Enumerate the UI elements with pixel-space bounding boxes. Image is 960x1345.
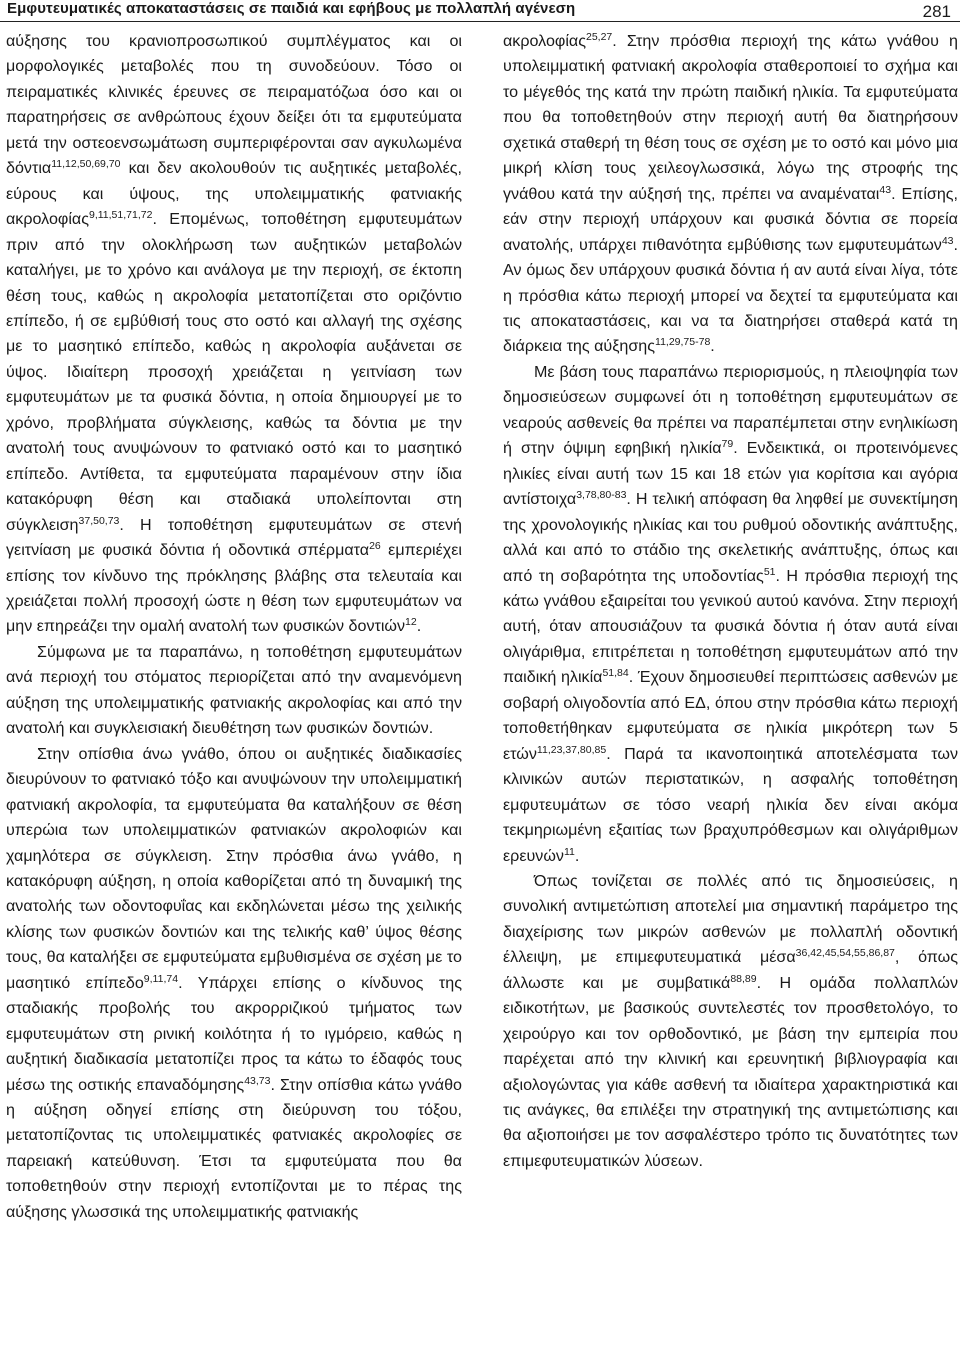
- right-column: [503, 29, 958, 1174]
- paragraph: [503, 869, 958, 1174]
- citation-superscript: 11,23,37,80,85: [536, 743, 607, 756]
- citation-superscript: 9,11,74: [143, 972, 179, 985]
- text-run: . Ενδεικτικά, οι προτεινόμενες ηλικίες είναι αυτή των 15 και 18 ετών για κορίτσια και αγόρια αντίστοιχα: [503, 439, 958, 509]
- citation-superscript: 37,50,73: [78, 514, 120, 527]
- text-run: Στην οπίσθια άνω γνάθο, όπου οι αυξητικές διαδικασίες διευρύνουν το φατνιακό τόξο και ανυψώνουν την υπολειμματική φατνιακή ακρολοφία, τα εμφυτεύματα θα καταλήξουν σε θέση υπερώια των υπολειμματικών φατνιακών ακρολοφιών και χαμηλότερα σε σύγκλειση. Στην πρόσθια άνω γνάθο, η κατακόρυφη αύξηση, η οποία καθορίζεται από τη δυναμική της ανατολής των οδοντοφυΐας και εκδηλώνεται μέσω της χειλικής κλίσης των φυσικών δοντιών και της τελικής καθ’ ύψος θέσης τους, θα καταλήξει σε εμφυτεύματα εμβυθισμένα σε σχέση με το μασητικό επίπεδο: [6, 744, 462, 992]
- left-column: [6, 29, 462, 1225]
- page-header: [0, 0, 960, 30]
- text-run: . Η ομάδα πολλαπλών ειδικοτήτων, με βασικούς συντελεστές τον προσθετολόγο, το χειρούργο και τον ορθοδοντικό, με βάση την εμπειρία που παρέχεται από την κλινική και ερευνητική βιβλιογραφία και αξιολογώντας για κάθε ασθενή τα ιδιαίτερα χαρακτηριστικά και τις ανάγκες, θα επιλέξει την στρατηγική της αντιμετώπισης και θα αξιοποιήσει με τον ασφαλέστερο τρόπο τις δυνατότητες των επιμεφυτευματικών λύσεων.: [503, 973, 958, 1170]
- text-run: Όπως τονίζεται σε πολλές από τις δημοσιεύσεις, η συνολική αντιμετώπιση αποτελεί μια σημαντική παράμετρο της διαχείρισης των μικρών ασθενών με πολλαπλή οδοντική έλλειψη, με επιμεφυτευματικά μέσα: [503, 871, 958, 967]
- header-rule: [0, 21, 960, 22]
- text-run: . Η τοποθέτηση εμφυτευμάτων σε στενή γειτνίαση με φυσικά δόντια ή οδοντικά σπέρματα: [6, 515, 462, 560]
- citation-superscript: 43: [941, 234, 954, 247]
- text-run: .: [574, 846, 580, 865]
- text-run: .: [416, 617, 422, 636]
- text-run: Με βάση τους παραπάνω περιορισμούς, η πλειοψηφία των δημοσιεύσεων συμφωνεί ότι η τοποθέτηση εμφυτευμάτων σε νεαρούς ασθενείς θα πρέπει να παραπέμπεται στην ενηλικίωση ή στην όψιμη εφηβική ηλικία: [503, 362, 958, 458]
- citation-superscript: 36,42,45,54,55,86,87: [795, 947, 895, 960]
- text-run: . Επομένως, τοποθέτηση εμφυτευμάτων πριν από την ολοκλήρωση των αυξητικών μεταβολών καταλήγει, με το χρόνο και ανάλογα με την περιοχή, σε έκτοπη θέση τους, καθώς η ακρολοφία μετατοπίζεται στο οριζόντιο επίπεδο, ή σε εμβύθισή τους στο οστό και αλλαγή της σχέσης με το μασητικό επίπεδο, καθώς η ακρολοφία αυξάνεται σε ύψος. Ιδιαίτερη προσοχή χρειάζεται η γειτνίαση των εμφυτευμάτων με τα φυσικά δόντια, η οποία δημιουργεί με το χρόνο, προβλήματα σύγκλεισης, καθώς τα δόντια με την ανατολή τους ανυψώνουν το φατνιακό οστό και το μασητικό επίπεδο. Αντίθετα, τα εμφυτεύματα παραμένουν στην ίδια κατακόρυφη θέση και σταδιακά υπολείπονται στη σύγκλειση: [6, 210, 462, 534]
- citation-superscript: 3,78,80-83: [576, 489, 627, 502]
- text-run: ακρολοφίας: [503, 32, 586, 50]
- text-run: Σύμφωνα με τα παραπάνω, η τοποθέτηση εμφυτευμάτων ανά περιοχή του στόματος περιορίζεται από την αναμενόμενη αύξηση της υπολειμματικής φατνιακής ακρολοφίας και από την ανατολή και συγκλεισιακή διευθέτηση των φυσικών δοντιών.: [6, 642, 462, 738]
- text-run: . Επίσης, εάν στην περιοχή υπάρχουν και φυσικά δόντια σε πορεία ανατολής, υπάρχει πιθανότητα εμβύθισης των εμφυτευμάτων: [503, 184, 959, 254]
- citation-superscript: 11,29,75-78: [655, 336, 711, 349]
- citation-superscript: 25,27: [585, 31, 613, 43]
- paragraph: [503, 29, 958, 360]
- text-run: . Στην πρόσθια περιοχή της κάτω γνάθου η υπολειμματική φατνιακή ακρολοφία σταθεροποιεί το σχήμα και το μέγεθός της κατά την πρώτη παιδική ηλικία. Τα εμφυτεύματα που θα τοποθετηθούν στην περιοχή αυτή θα διατηρήσουν σχετικά σταθερή τη θέση τους σε σχέση με το οστό και μόνο μια μικρή κλίση τους χειλεογλωσσικά, λόγω της στροφής της γνάθου κατά την αύξησή της, πρέπει να αναμέναται: [503, 32, 958, 203]
- page-number: 281: [922, 2, 951, 21]
- citation-superscript: 79: [721, 438, 734, 451]
- citation-superscript: 51: [763, 565, 776, 578]
- paragraph: [6, 640, 462, 742]
- citation-superscript: 12: [405, 616, 417, 629]
- text-run: . Η τελική απόφαση θα ληφθεί με συνεκτίμηση της χρονολογικής ηλικίας και του ρυθμού οδοντικής ανάπτυξης, αλλά και από το στάδιο της σκελετικής ανάπτυξης, όπως και από τη σοβαρότητα της υποδοντίας: [503, 490, 958, 585]
- citation-superscript: 51,84: [602, 667, 629, 680]
- text-run: . Αν όμως δεν υπάρχουν φυσικά δόντια ή αν αυτά είναι λίγα, τότε η πρόσθια κάτω περιοχή μπορεί να δεχτεί τα εμφυτεύματα και τις αποκαταστάσεις, και να τα διατηρήσει σταθερά κατά τη διάρκεια της αύξησης: [503, 235, 958, 356]
- text-run: . Παρά τα ικανοποιητικά αποτελέσματα των κλινικών αυτών περιστατικών, η ασφαλής τοποθέτηση εμφυτευμάτων σε τόσο νεαρή ηλικία δεν είναι ακόμα τεκμηριωμένη εξαιτίας των βραχυπρόθεσμων και ολιγάριθμων ερευνών: [503, 744, 958, 865]
- citation-superscript: 26: [369, 540, 381, 553]
- text-run: . Η πρόσθια περιοχή της κάτω γνάθου εξαιρείται του γενικού αυτού κανόνα. Στην περιοχή αυτή, όταν απουσιάζουν τα φυσικά δόντια ή όταν αυτά είναι ολιγάριθμα, επιτρέπεται η τοποθέτηση εμφυτευμάτων από την παιδική ηλικία: [503, 566, 958, 687]
- citation-superscript: 43,73: [244, 1074, 271, 1087]
- running-title: Εμφυτευματικές αποκαταστάσεις σε παιδιά και εφήβους με πολλαπλή αγένεση: [7, 0, 576, 17]
- paragraph: [503, 360, 958, 869]
- citation-superscript: 11,12,50,69,70: [51, 158, 121, 171]
- text-run: .: [710, 337, 715, 356]
- paragraph: [6, 29, 462, 640]
- text-run: . Υπάρχει επίσης ο κίνδυνος της σταδιακής προβολής του ακρορριζικού τμήματος των εμφυτευμάτων στη ρινική κοιλότητα ή το ιγμόρειο, καθώς η αυξητική διαδικασία μετατοπίζει προς τα κάτω το έδαφός τους μέσω της οστικής επαναδόμησης: [6, 973, 462, 1094]
- text-run: . Έχουν δημοσιευθεί περιπτώσεις ασθενών με σοβαρή ολιγοδοντία από ΕΔ, όπου στην πρόσθια κάτω περιοχή τοποθετήθηκαν εμφυτεύματα σε ηλικία μικρότερη των 5 ετών: [503, 668, 958, 763]
- text-run: εμπεριέχει επίσης τον κίνδυνο της πρόκλησης βλάβης στα τελευταία και χρειάζεται πολλή προσοχή ώστε η θέση των εμφυτευμάτων να μην επηρεάζει την ομαλή ανατολή των φυσικών δοντιών: [6, 541, 462, 636]
- citation-superscript: 88,89: [730, 972, 757, 985]
- citation-superscript: 9,11,51,71,72: [88, 209, 153, 222]
- text-run: και δεν ακολουθούν τις αυξητικές μεταβολές, εύρους και ύψους, της υπολειμματικής φατνιακής ακρολοφίας: [6, 159, 462, 229]
- text-run: αύξησης του κρανιοπροσωπικού συμπλέγματος και οι μορφολογικές μεταβολές που τη συνοδεύουν. Τόσο οι πειραματικές κλινικές έρευνες σε πειραματόζωα όσο και οι παρατηρήσεις σε ανθρώπους έχουν δείξει ότι τα εμφυτεύματα μετά την οστεοενσωμάτωση συμπεριφέρονται σαν αγκυλωμένα δόντια: [6, 32, 462, 178]
- text-run: , όπως άλλωστε και με συμβατικά: [503, 948, 958, 992]
- citation-superscript: 43: [879, 183, 892, 196]
- citation-superscript: 11: [563, 845, 575, 858]
- text-run: . Στην οπίσθια κάτω γνάθο η αύξηση οδηγεί επίσης στη διεύρυνση του τόξου, μετατοπίζοντας τις υπολειμματικές φατνιακές ακρολοφίες σε παρειακή κατεύθυνση. Έτσι τα εμφυτεύματα που θα τοποθετηθούν στην περιοχή εντοπίζονται με το πέρας της αύξησης γλωσσικά της υπολειμματικής φατνιακής: [6, 1075, 462, 1221]
- paragraph: [6, 742, 462, 1226]
